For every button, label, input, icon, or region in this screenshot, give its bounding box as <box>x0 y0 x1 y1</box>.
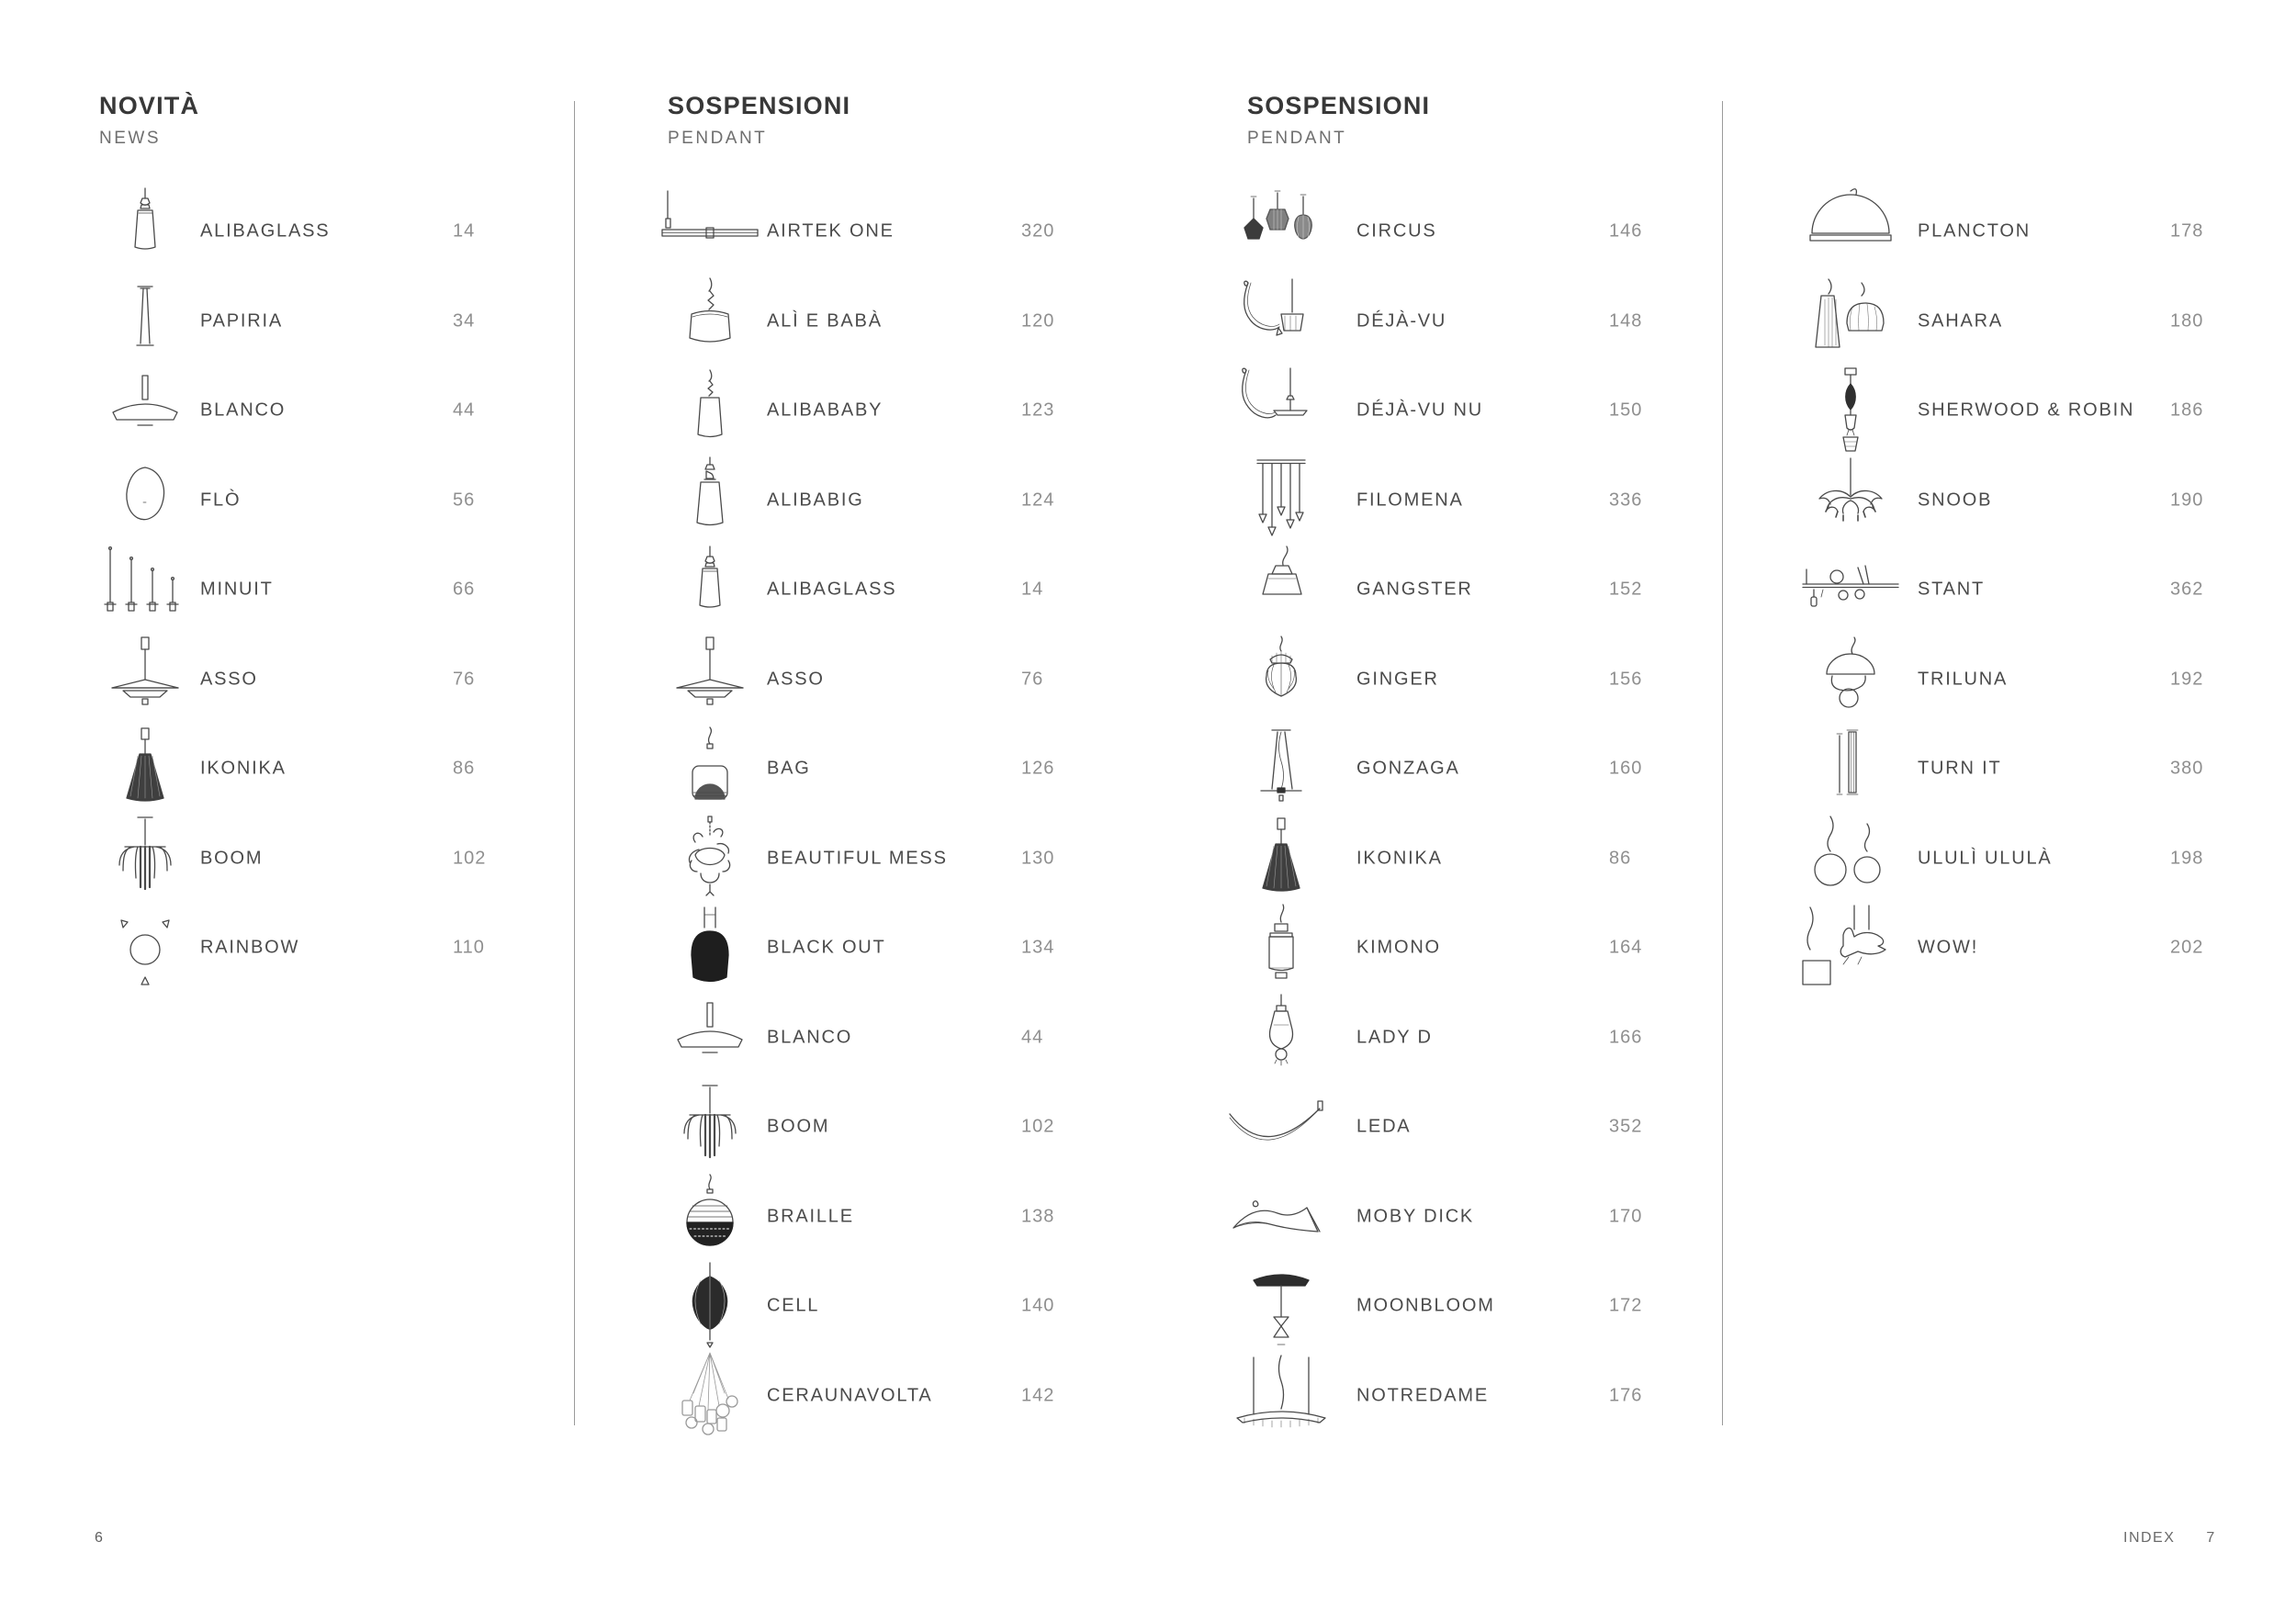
item-page-number: 44 <box>453 400 476 421</box>
catalog-item-row <box>1231 1169 1690 1265</box>
footer-right <box>2123 1530 2216 1547</box>
alibaglass-icon <box>650 544 770 636</box>
item-name: MOONBLOOM <box>1356 1295 1495 1316</box>
item-name: RAINBOW <box>200 937 300 958</box>
column-title: SOSPENSIONI <box>668 92 851 119</box>
item-name: CIRCUS <box>1356 220 1437 242</box>
cell-icon <box>650 1260 770 1352</box>
item-page-number: 140 <box>1021 1295 1055 1316</box>
item-page-number: 102 <box>1021 1116 1055 1137</box>
moby-dick-icon <box>1221 1171 1341 1263</box>
item-name: FILOMENA <box>1356 490 1464 510</box>
item-page-number: 86 <box>1609 848 1632 868</box>
item-name: SHERWOOD & ROBIN <box>1918 400 2135 421</box>
item-page-number: 146 <box>1609 220 1643 242</box>
triluna-icon <box>1791 634 1910 726</box>
catalog-item-row <box>96 811 556 906</box>
item-page-number: 76 <box>1021 669 1044 689</box>
item-name: AIRTEK ONE <box>767 220 895 242</box>
item-name: BAG <box>767 758 811 779</box>
catalog-item-row <box>652 721 1111 816</box>
item-page-number: 352 <box>1609 1116 1643 1137</box>
notredame-icon <box>1221 1350 1341 1442</box>
catalog-item-row <box>652 1348 1111 1444</box>
item-page-number: 134 <box>1021 937 1055 958</box>
lady-d-icon <box>1221 992 1341 1084</box>
black-out-icon <box>650 902 770 994</box>
item-name: BLANCO <box>767 1027 853 1047</box>
item-page-number: 320 <box>1021 220 1055 242</box>
catalog-item-row <box>1231 811 1690 906</box>
item-name: GONZAGA <box>1356 758 1460 779</box>
catalog-item-row <box>652 184 1111 279</box>
catalog-item-row <box>96 721 556 816</box>
item-name: ASSO <box>767 669 825 689</box>
sherwood-robin-icon <box>1791 365 1910 456</box>
catalog-item-row <box>652 453 1111 548</box>
index-label: INDEX <box>2123 1530 2176 1546</box>
item-page-number: 198 <box>2170 848 2204 868</box>
catalog-item-row <box>1231 1079 1690 1175</box>
boom-icon <box>650 1081 770 1173</box>
ikonika-icon <box>85 723 205 815</box>
item-page-number: 44 <box>1021 1027 1044 1047</box>
item-name: BEAUTIFUL MESS <box>767 848 948 868</box>
item-name: GINGER <box>1356 669 1439 689</box>
column-title: NOVITÀ <box>99 92 200 119</box>
catalog-item-row <box>652 542 1111 637</box>
item-page-number: 102 <box>453 848 487 868</box>
item-page-number: 176 <box>1609 1385 1643 1405</box>
item-page-number: 86 <box>453 758 476 779</box>
alibabig-icon <box>650 455 770 546</box>
sahara-icon <box>1791 276 1910 367</box>
catalog-item-row <box>1231 363 1690 458</box>
item-name: BOOM <box>767 1116 830 1137</box>
item-page-number: 170 <box>1609 1206 1643 1226</box>
circus-icon <box>1221 186 1341 277</box>
catalog-item-row <box>1791 811 2250 906</box>
item-page-number: 130 <box>1021 848 1055 868</box>
item-name: DÉJÀ-VU <box>1356 310 1447 331</box>
catalog-item-row <box>96 363 556 458</box>
item-page-number: 138 <box>1021 1206 1055 1226</box>
wow-icon <box>1791 902 1910 994</box>
item-page-number: 120 <box>1021 310 1055 331</box>
item-name: KIMONO <box>1356 937 1441 958</box>
item-name: DÉJÀ-VU NU <box>1356 400 1484 421</box>
item-name: BLACK OUT <box>767 937 886 958</box>
item-name: BRAILLE <box>767 1206 854 1226</box>
item-page-number: 192 <box>2170 669 2204 689</box>
catalog-item-row <box>1231 900 1690 996</box>
catalog-item-row <box>1231 632 1690 727</box>
item-page-number: 172 <box>1609 1295 1643 1316</box>
alibaglass-icon <box>85 186 205 277</box>
catalog-item-row <box>652 632 1111 727</box>
item-page-number: 190 <box>2170 490 2204 510</box>
beautiful-mess-icon <box>650 813 770 905</box>
item-name: CERAUNAVOLTA <box>767 1385 933 1405</box>
catalog-item-row <box>652 990 1111 1086</box>
item-page-number: 76 <box>453 669 476 689</box>
item-name: IKONIKA <box>1356 848 1443 868</box>
catalog-item-row <box>652 811 1111 906</box>
catalog-item-row <box>652 1169 1111 1265</box>
column-divider-left <box>574 101 575 1425</box>
gonzaga-icon <box>1221 723 1341 815</box>
item-page-number: 123 <box>1021 400 1055 421</box>
column-subtitle: PENDANT <box>668 129 768 148</box>
blanco-icon <box>85 365 205 456</box>
catalog-item-row <box>1791 542 2250 637</box>
column-header <box>668 92 850 149</box>
item-page-number: 202 <box>2170 937 2204 958</box>
item-name: ASSO <box>200 669 258 689</box>
rainbow-icon <box>85 902 205 994</box>
catalog-item-row <box>1791 453 2250 548</box>
item-name: SNOOB <box>1918 490 1993 510</box>
leda-icon <box>1221 1081 1341 1173</box>
column-header <box>99 92 199 149</box>
item-name: CELL <box>767 1295 820 1316</box>
catalog-item-row <box>1791 721 2250 816</box>
catalog-item-row <box>1231 1258 1690 1354</box>
item-page-number: 142 <box>1021 1385 1055 1405</box>
item-page-number: 56 <box>453 490 476 510</box>
catalog-item-row <box>652 1079 1111 1175</box>
catalog-item-row <box>96 453 556 548</box>
item-page-number: 362 <box>2170 579 2204 600</box>
catalog-item-row <box>1791 363 2250 458</box>
ginger-icon <box>1221 634 1341 726</box>
catalog-item-row <box>652 274 1111 369</box>
catalog-item-row <box>1791 900 2250 996</box>
item-page-number: 66 <box>453 579 476 600</box>
boom-icon <box>85 813 205 905</box>
item-name: IKONIKA <box>200 758 287 779</box>
column-sospensioni-2 <box>1231 0 1690 1598</box>
braille-icon <box>650 1171 770 1263</box>
item-page-number: 110 <box>453 937 485 958</box>
item-name: ALIBABIG <box>767 490 864 510</box>
item-name: PAPIRIA <box>200 310 284 331</box>
item-page-number: 150 <box>1609 400 1643 421</box>
column-subtitle: NEWS <box>99 129 161 148</box>
catalog-item-row <box>96 632 556 727</box>
snoob-icon <box>1791 455 1910 546</box>
plancton-icon <box>1791 186 1910 277</box>
item-name: GANGSTER <box>1356 579 1473 600</box>
stant-icon <box>1791 544 1910 636</box>
item-page-number: 156 <box>1609 669 1643 689</box>
item-page-number: 180 <box>2170 310 2204 331</box>
item-name: MINUIT <box>200 579 274 600</box>
item-name: BLANCO <box>200 400 287 421</box>
item-page-number: 148 <box>1609 310 1643 331</box>
ali-e-baba-icon <box>650 276 770 367</box>
item-page-number: 126 <box>1021 758 1055 779</box>
ululi-ulula-icon <box>1791 813 1910 905</box>
item-page-number: 124 <box>1021 490 1055 510</box>
catalog-item-row <box>96 274 556 369</box>
column-novita <box>96 0 556 1598</box>
catalog-item-row <box>96 900 556 996</box>
catalog-item-row <box>1791 274 2250 369</box>
catalog-item-row <box>1791 632 2250 727</box>
item-name: TRILUNA <box>1918 669 2009 689</box>
item-page-number: 336 <box>1609 490 1643 510</box>
turn-it-icon <box>1791 723 1910 815</box>
catalog-item-row <box>1231 1348 1690 1444</box>
catalog-item-row <box>1231 184 1690 279</box>
item-page-number: 186 <box>2170 400 2204 421</box>
column-header <box>1247 92 1430 149</box>
item-name: NOTREDAME <box>1356 1385 1489 1405</box>
page-number-left: 6 <box>95 1530 105 1546</box>
asso-icon <box>85 634 205 726</box>
item-name: LADY D <box>1356 1027 1433 1047</box>
item-page-number: 34 <box>453 310 476 331</box>
item-name: ALIBAGLASS <box>200 220 331 242</box>
filomena-icon <box>1221 455 1341 546</box>
catalog-item-row <box>1231 990 1690 1086</box>
item-name: FLÒ <box>200 490 242 510</box>
item-page-number: 14 <box>1021 579 1044 600</box>
column-sospensioni-1 <box>652 0 1111 1598</box>
item-name: PLANCTON <box>1918 220 2031 242</box>
item-name: TURN IT <box>1918 758 2002 779</box>
catalog-item-row <box>1791 184 2250 279</box>
column-divider-right <box>1722 101 1723 1425</box>
catalog-item-row <box>652 1258 1111 1354</box>
item-page-number: 380 <box>2170 758 2204 779</box>
item-page-number: 178 <box>2170 220 2204 242</box>
airtek-one-icon <box>650 186 770 277</box>
catalog-item-row <box>1231 721 1690 816</box>
item-name: ALIBABABY <box>767 400 884 421</box>
item-name: BOOM <box>200 848 264 868</box>
catalog-item-row <box>96 542 556 637</box>
item-name: ULULÌ ULULÀ <box>1918 848 2053 868</box>
blanco-icon <box>650 992 770 1084</box>
papiria-icon <box>85 276 205 367</box>
item-name: LEDA <box>1356 1116 1412 1137</box>
asso-icon <box>650 634 770 726</box>
minuit-icon <box>85 544 205 636</box>
catalog-item-row <box>1231 274 1690 369</box>
kimono-icon <box>1221 902 1341 994</box>
bag-icon <box>650 723 770 815</box>
moonbloom-icon <box>1221 1260 1341 1352</box>
deja-vu-nu-icon <box>1221 365 1341 456</box>
flo-icon <box>85 455 205 546</box>
item-page-number: 152 <box>1609 579 1643 600</box>
column-subtitle: PENDANT <box>1247 129 1347 148</box>
catalog-item-row <box>96 184 556 279</box>
catalog-item-row <box>1231 453 1690 548</box>
alibababy-icon <box>650 365 770 456</box>
catalog-item-row <box>1231 542 1690 637</box>
deja-vu-icon <box>1221 276 1341 367</box>
item-page-number: 164 <box>1609 937 1643 958</box>
item-page-number: 166 <box>1609 1027 1643 1047</box>
item-name: ALIBAGLASS <box>767 579 897 600</box>
item-name: ALÌ E BABÀ <box>767 310 883 331</box>
column-title: SOSPENSIONI <box>1247 92 1431 119</box>
page-number-right: 7 <box>2206 1530 2216 1546</box>
item-name: WOW! <box>1918 937 1979 958</box>
item-page-number: 160 <box>1609 758 1643 779</box>
catalog-item-row <box>652 900 1111 996</box>
ikonika-icon <box>1221 813 1341 905</box>
column-sospensioni-3 <box>1791 0 2250 1598</box>
gangster-icon <box>1221 544 1341 636</box>
item-name: SAHARA <box>1918 310 2004 331</box>
catalog-item-row <box>652 363 1111 458</box>
item-page-number: 14 <box>453 220 476 242</box>
item-name: MOBY DICK <box>1356 1206 1475 1226</box>
item-name: STANT <box>1918 579 1986 600</box>
ceraunavolta-icon <box>650 1350 770 1442</box>
